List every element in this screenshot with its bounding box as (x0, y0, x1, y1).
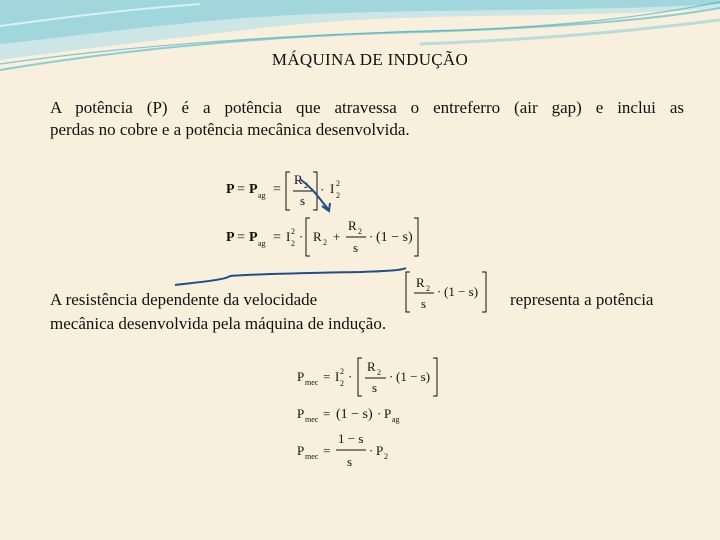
eq-symbol: P (297, 369, 305, 384)
eq-symbol: R (294, 172, 303, 187)
eq-symbol: R (416, 275, 425, 290)
eq-symbol: I (330, 181, 335, 196)
eq-subscript: 2 (340, 379, 344, 388)
eq-symbol: (1 − s) (376, 230, 413, 245)
eq-symbol: I (335, 369, 340, 384)
eq-symbol: · (320, 182, 325, 197)
equation-power-2 (226, 218, 418, 256)
eq-symbol: s (300, 193, 306, 208)
eq-symbol: · (299, 229, 304, 244)
eq-symbol: R (313, 229, 322, 244)
paragraph-resistance-line2: mecânica desenvolvida pela máquina de indução. (50, 314, 387, 333)
eq-symbol: 1 − s (338, 431, 364, 446)
eq-subscript: 2 (358, 227, 362, 236)
eq-symbol: = (323, 406, 331, 421)
eq-symbol: · (369, 229, 374, 244)
eq-superscript: 2 (336, 179, 340, 188)
eq-symbol: P (297, 443, 305, 458)
eq-subscript: 2 (323, 238, 327, 247)
eq-subscript: 2 (336, 191, 340, 200)
eq-subscript: ag (392, 415, 400, 424)
eq-symbol: · (369, 443, 374, 458)
eq-symbol: s (353, 240, 359, 255)
eq-subscript: ag (258, 191, 266, 200)
eq-symbol: = (237, 230, 245, 245)
eq-symbol: R (348, 218, 357, 233)
eq-symbol: I (286, 229, 291, 244)
eq-symbol: R (367, 359, 376, 374)
eq-symbol: P (297, 406, 305, 421)
eq-subscript: 2 (377, 368, 381, 377)
eq-symbol: s (421, 296, 427, 311)
eq-symbol: = (273, 230, 281, 245)
eq-symbol: s (347, 454, 353, 469)
equation-power-1 (226, 172, 340, 210)
eq-superscript: 2 (291, 227, 295, 236)
eq-symbol: · (437, 284, 442, 299)
eq-symbol: · (348, 369, 353, 384)
eq-symbol: + (333, 229, 341, 244)
page-title: MÁQUINA DE INDUÇÃO (271, 50, 469, 69)
eq-symbol: = (273, 182, 281, 197)
equation-mechanical-3 (297, 431, 388, 469)
eq-symbol: P (226, 230, 235, 245)
eq-symbol: P (384, 406, 392, 421)
eq-symbol: = (323, 443, 331, 458)
eq-symbol: P (376, 443, 384, 458)
paragraph-resistance-end: representa a potência (510, 290, 654, 309)
paragraph-resistance-start: A resistência dependente da velocidade (50, 290, 318, 309)
equation-inline-resistance (406, 272, 486, 312)
equation-mechanical-1 (297, 358, 437, 396)
eq-symbol: = (237, 182, 245, 197)
equation-mechanical-2 (297, 406, 400, 424)
eq-symbol: s (372, 380, 378, 395)
eq-symbol: (1 − s) (336, 407, 373, 422)
eq-symbol: (1 − s) (396, 369, 431, 384)
eq-symbol: (1 − s) (444, 284, 479, 299)
eq-symbol: = (323, 369, 331, 384)
eq-subscript: mec (305, 452, 319, 461)
eq-subscript: mec (305, 415, 319, 424)
eq-symbol: · (389, 369, 394, 384)
paragraph-line: A potência (P) é a potência que atravessa o entreferro (air gap) e inclui as (50, 98, 684, 117)
eq-subscript: ag (258, 239, 266, 248)
eq-subscript: 2 (304, 181, 308, 190)
eq-symbol: P (226, 182, 235, 197)
eq-subscript: mec (305, 378, 319, 387)
eq-symbol: P (249, 182, 258, 197)
eq-subscript: 2 (384, 452, 388, 461)
eq-symbol: · (377, 406, 382, 421)
paragraph-line: perdas no cobre e a potência mecânica desenvolvida. (50, 120, 410, 139)
eq-symbol: P (249, 230, 258, 245)
eq-superscript: 2 (340, 367, 344, 376)
eq-subscript: 2 (426, 284, 430, 293)
eq-subscript: 2 (291, 239, 295, 248)
